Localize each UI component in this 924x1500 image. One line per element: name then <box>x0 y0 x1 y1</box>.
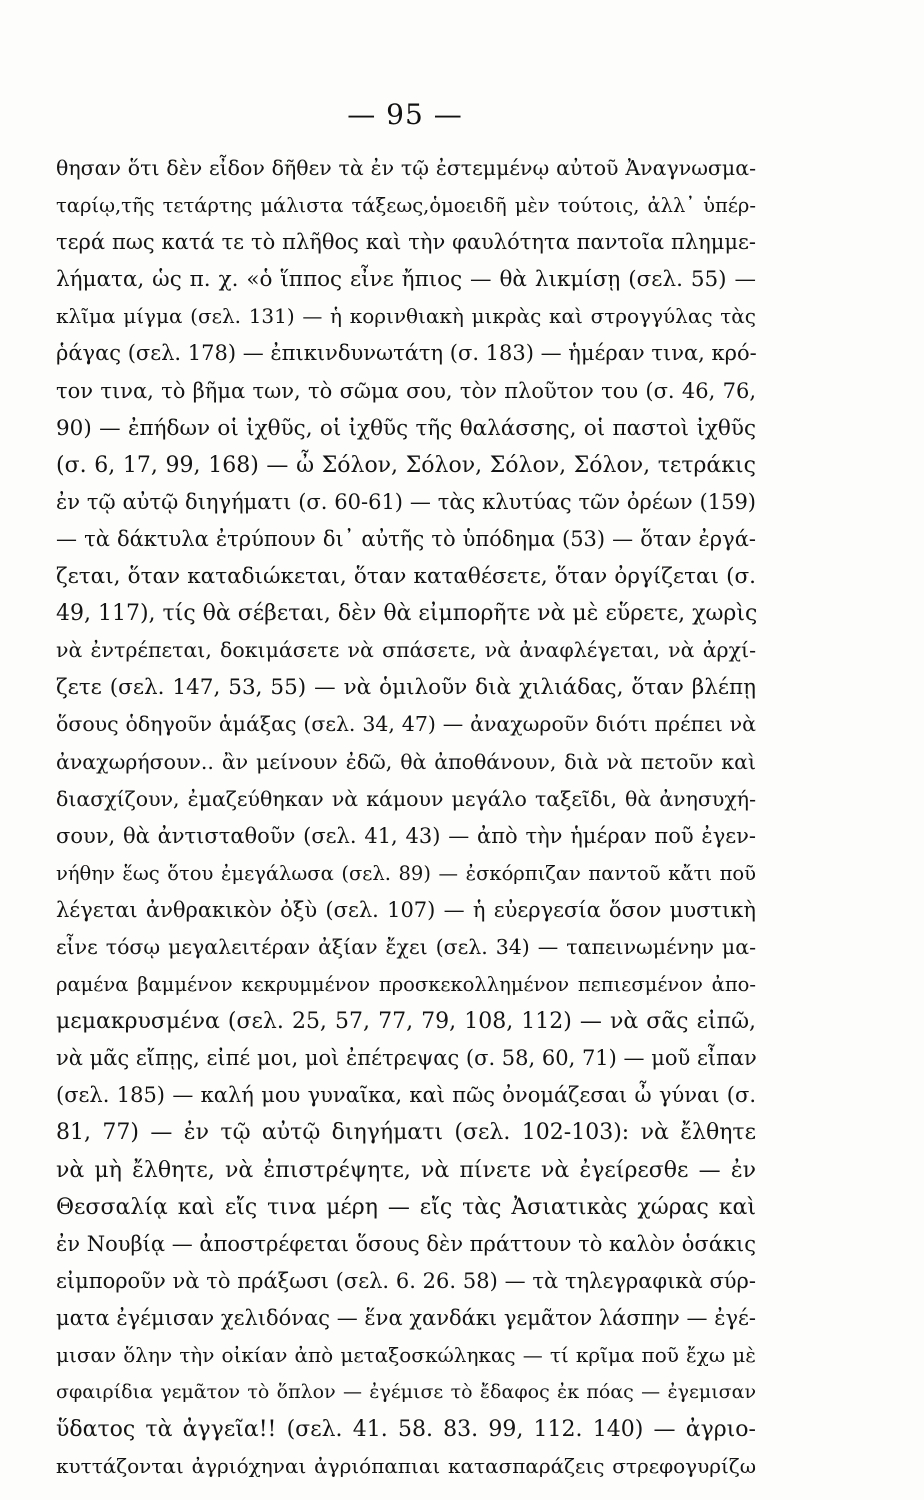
text-line: θησαν ὅτι δὲν εἶδον δῆθεν τὰ ἐν τῷ ἐστεμμένῳ αὐτοῦ Ἀναγνωσμα- <box>56 156 756 180</box>
text-line: ζετε (σελ. 147, 53, 55) — νὰ ὁμιλοῦν διὰ χιλιάδας, ὅταν βλέπῃ <box>56 675 756 701</box>
text-line: Θεσσαλίᾳ καὶ εἴς τινα μέρη — εἴς τὰς Ἀσιατικὰς χώρας καὶ <box>56 1194 756 1220</box>
text-line: (σ. 6, 17, 99, 168) — ὦ Σόλον, Σόλον, Σόλον, Σόλον, τετράκις <box>56 452 756 478</box>
text-line: ἐν τῷ αὐτῷ διηγήματι (σ. 60-61) — τὰς κλυτύας τῶν ὀρέων (159) <box>56 489 756 514</box>
text-line: μεμακρυσμένα (σελ. 25, 57, 77, 79, 108, 112) — νὰ σᾶς εἰπῶ, <box>56 1009 756 1035</box>
text-line: τον τινα, τὸ βῆμα των, τὸ σῶμα σου, τὸν πλοῦτον του (σ. 46, 76, <box>56 378 756 403</box>
text-line: νήθην ἕως ὅτου ἐμεγάλωσα (σελ. 89) — ἐσκόρπιζαν παντοῦ κἄτι ποῦ <box>56 861 756 885</box>
text-line: ἐν Νουβίᾳ — ἀποστρέφεται ὅσους δὲν πράττουν τὸ καλὸν ὁσάκις <box>56 1231 757 1256</box>
text-line: ἀναχωρήσουν.. ἂν μείνουν ἐδῶ, θὰ ἀποθάνουν, διὰ νὰ πετοῦν καὶ <box>56 749 756 774</box>
text-line: ῥάγας (σελ. 178) — ἐπικινδυνωτάτη (σ. 183) — ἡμέραν τινα, κρό- <box>56 341 757 366</box>
text-line: εἰμποροῦν νὰ τὸ πράξωσι (σελ. 6. 26. 58) — τὰ τηλεγραφικὰ σύρ- <box>56 1268 756 1293</box>
text-line: (σελ. 185) — καλή μου γυναῖκα, καὶ πῶς ὀνομάζεσαι ὦ γύναι (σ. <box>56 1083 756 1108</box>
text-line: ταρίῳ,τῆς τετάρτης μάλιστα τάξεως,ὁμοειδῆ μὲν τούτοις, ἀλλ᾽ ὑπέρ- <box>56 194 756 218</box>
text-line: νὰ μὴ ἔλθητε, νὰ ἐπιστρέψητε, νὰ πίνετε νὰ ἐγείρεσθε — ἐν <box>56 1157 756 1183</box>
text-line: ὕδατος τὰ ἀγγεῖα!! (σελ. 41. 58. 83. 99, 112. 140) — ἀγριο- <box>56 1417 756 1443</box>
text-line: 90) — ἐπήδων οἱ ἰχθῦς, οἱ ἰχθῦς τῆς θαλάσσης, οἱ παστοὶ ἰχθῦς <box>56 415 756 441</box>
text-line: κλῖμα μίγμα (σελ. 131) — ἡ κορινθιακὴ μικρὰς καὶ στρογγύλας τὰς <box>56 304 756 329</box>
text-line: ραμένα βαμμένον κεκρυμμένον προσκεκολλημένον πεπιεσμένον ἀπο- <box>56 973 756 997</box>
text-line: κυττάζονται ἀγριόχηναι ἀγριόπαπιαι κατασπαράζεις στρεφογυρίζω <box>56 1454 756 1479</box>
text-line: λέγεται ἀνθρακικὸν ὀξὺ (σελ. 107) — ἡ εὐεργεσία ὅσον μυστικὴ <box>56 897 756 922</box>
text-line: τερά πως κατά τε τὸ πλῆθος καὶ τὴν φαυλότητα παντοῖα πλημμε- <box>56 230 756 255</box>
text-line: σουν, θὰ ἀντισταθοῦν (σελ. 41, 43) — ἀπὸ τὴν ἡμέραν ποῦ ἐγεν- <box>56 823 756 848</box>
text-line: νὰ μᾶς εἴπῃς, εἰπέ μοι, μοὶ ἐπέτρεψας (σ. 58, 60, 71) — μοῦ εἶπαν <box>56 1046 757 1071</box>
text-line: διασχίζουν, ἐμαζεύθηκαν νὰ κάμουν μεγάλο ταξεῖδι, θὰ ἀνησυχή- <box>56 786 756 811</box>
text-line: — τὰ δάκτυλα ἐτρύπουν δι᾽ αὐτῆς τὸ ὑπόδημα (53) — ὅταν ἐργά- <box>56 526 756 551</box>
text-line: ζεται, ὅταν καταδιώκεται, ὅταν καταθέσετε, ὅταν ὀργίζεται (σ. <box>56 564 756 590</box>
text-line: μισαν ὅλην τὴν οἰκίαν ἀπὸ μεταξοσκώληκας — τί κρῖμα ποῦ ἔχω μὲ <box>56 1343 756 1367</box>
text-line: λήματα, ὡς π. χ. «ὁ ἵππος εἶνε ἤπιος — θὰ λικμίσῃ (σελ. 55) — <box>56 267 756 293</box>
body-text <box>56 150 756 1485</box>
text-line: νὰ ἐντρέπεται, δοκιμάσετε νὰ σπάσετε, νὰ ἀναφλέγεται, νὰ ἀρχί- <box>56 638 756 663</box>
text-line: ματα ἐγέμισαν χελιδόνας — ἕνα χανδάκι γεμᾶτον λάσπην — ἐγέ- <box>56 1305 756 1330</box>
text-line: 49, 117), τίς θὰ σέβεται, δὲν θὰ εἰμπορῆτε νὰ μὲ εὕρετε, χωρὶς <box>56 601 758 627</box>
text-line: ὅσους ὁδηγοῦν ἁμάξας (σελ. 34, 47) — ἀναχωροῦν διότι πρέπει νὰ <box>56 712 756 737</box>
text-line: σφαιρίδια γεμᾶτον τὸ ὅπλον — ἐγέμισε τὸ ἔδαφος ἐκ πόας — ἐγεμισαν <box>56 1381 756 1404</box>
page-number: — 95 — <box>347 98 463 131</box>
text-line: 81, 77) — ἐν τῷ αὐτῷ διηγήματι (σελ. 102-103): νὰ ἔλθητε <box>56 1120 756 1146</box>
text-line: εἶνε τόσῳ μεγαλειτέραν ἀξίαν ἔχει (σελ. 34) — ταπεινωμένην μα- <box>56 934 756 959</box>
